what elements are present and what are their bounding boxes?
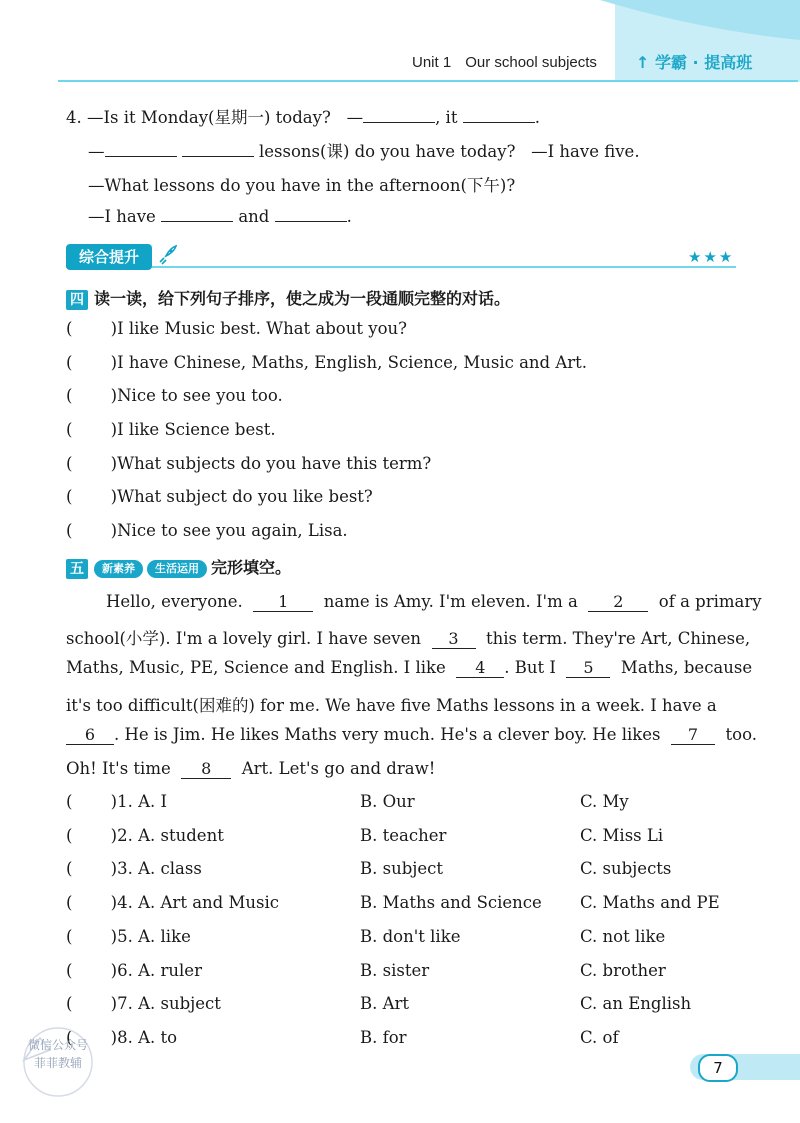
section-4-heading: 四 读一读，给下列句子排序，使之成为一段通顺完整的对话。: [66, 286, 510, 310]
question-option-a: ( )1. A. I: [66, 792, 168, 811]
q4-line4: —I have and .: [88, 207, 352, 226]
option-b: B. teacher: [360, 826, 447, 845]
cloze-blank[interactable]: 8: [181, 760, 231, 779]
option-c: C. Miss Li: [580, 826, 664, 845]
cloze-blank[interactable]: 2: [588, 593, 648, 612]
rocket-icon: [156, 244, 178, 266]
cloze-blank[interactable]: 4: [456, 659, 504, 678]
section-tag: 综合提升: [66, 244, 152, 270]
passage-line-2: school(小学). I'm a lovely girl. I have seven 3 this term. They're Art, Chinese,: [66, 629, 751, 648]
ordering-item: ( )Nice to see you again, Lisa.: [66, 521, 348, 540]
passage-line-1: Hello, everyone. 1 name is Amy. I'm eleven. I'm a 2 of a primary: [106, 592, 762, 611]
q4-line1: 4. —Is it Monday(星期一) today? — , it .: [66, 108, 540, 127]
passage-line-3: Maths, Music, PE, Science and English. I like 4 . But I 5 Maths, because: [66, 658, 753, 677]
cloze-blank[interactable]: 6: [66, 726, 114, 745]
question-option-a: ( )5. A. like: [66, 927, 191, 946]
cloze-blank[interactable]: 7: [671, 726, 715, 745]
ordering-item: ( )What subject do you like best?: [66, 487, 373, 506]
option-c: C. Maths and PE: [580, 893, 720, 912]
ordering-item: ( )What subjects do you have this term?: [66, 454, 432, 473]
cloze-blank[interactable]: 3: [432, 630, 476, 649]
option-b: B. Our: [360, 792, 415, 811]
option-c: C. an English: [580, 994, 692, 1013]
option-c: C. My: [580, 792, 629, 811]
answer-blank[interactable]: [275, 205, 347, 222]
header-divider: [58, 80, 798, 82]
option-b: B. Art: [360, 994, 410, 1013]
brand-label: ↑ 学霸 · 提高班: [636, 53, 753, 72]
passage-line-5: 6 . He is Jim. He likes Maths very much. He's a clever boy. He likes 7 too.: [66, 725, 757, 745]
option-c: C. subjects: [580, 859, 672, 878]
question-option-a: ( )3. A. class: [66, 859, 202, 878]
ordering-item: ( )I like Music best. What about you?: [66, 319, 407, 338]
option-b: B. Maths and Science: [360, 893, 542, 912]
answer-blank[interactable]: [363, 106, 435, 123]
option-c: C. of: [580, 1028, 619, 1047]
answer-blank[interactable]: [463, 106, 535, 123]
cloze-blank[interactable]: 1: [253, 593, 313, 612]
question-option-a: ( )8. A. to: [66, 1028, 178, 1047]
option-b: B. don't like: [360, 927, 461, 946]
question-option-a: ( )7. A. subject: [66, 994, 221, 1013]
unit-title: Unit 1 Our school subjects: [412, 54, 597, 71]
answer-blank[interactable]: [182, 140, 254, 157]
option-b: B. sister: [360, 961, 430, 980]
watermark-text: 微信公众号 菲菲教辅: [28, 1038, 89, 1070]
ordering-item: ( )I have Chinese, Maths, English, Science, Music and Art.: [66, 353, 588, 372]
q4-line3: —What lessons do you have in the afternoon(下午)?: [88, 176, 516, 195]
question-option-a: ( )2. A. student: [66, 826, 224, 845]
answer-blank[interactable]: [161, 205, 233, 222]
answer-blank[interactable]: [105, 140, 177, 157]
question-option-a: ( )4. A. Art and Music: [66, 893, 279, 912]
section-divider: [66, 266, 736, 268]
q4-line2: — lessons(课) do you have today? —I have five.: [88, 142, 640, 161]
header-banner: [0, 0, 800, 90]
difficulty-stars: ★★★: [688, 248, 735, 266]
passage-line-6: Oh! It's time 8 Art. Let's go and draw!: [66, 759, 436, 778]
section-5-heading: 五 新素养 生活运用 完形填空。: [66, 555, 291, 579]
ordering-item: ( )Nice to see you too.: [66, 386, 283, 405]
option-b: B. subject: [360, 859, 444, 878]
passage-line-4: it's too difficult(困难的) for me. We have five Maths lessons in a week. I have a: [66, 696, 717, 715]
option-c: C. brother: [580, 961, 666, 980]
option-c: C. not like: [580, 927, 666, 946]
question-option-a: ( )6. A. ruler: [66, 961, 202, 980]
ordering-item: ( )I like Science best.: [66, 420, 276, 439]
cloze-blank[interactable]: 5: [566, 659, 610, 678]
page-number: 7: [698, 1054, 738, 1082]
arrow-up-icon: ↑: [636, 53, 650, 72]
option-b: B. for: [360, 1028, 407, 1047]
